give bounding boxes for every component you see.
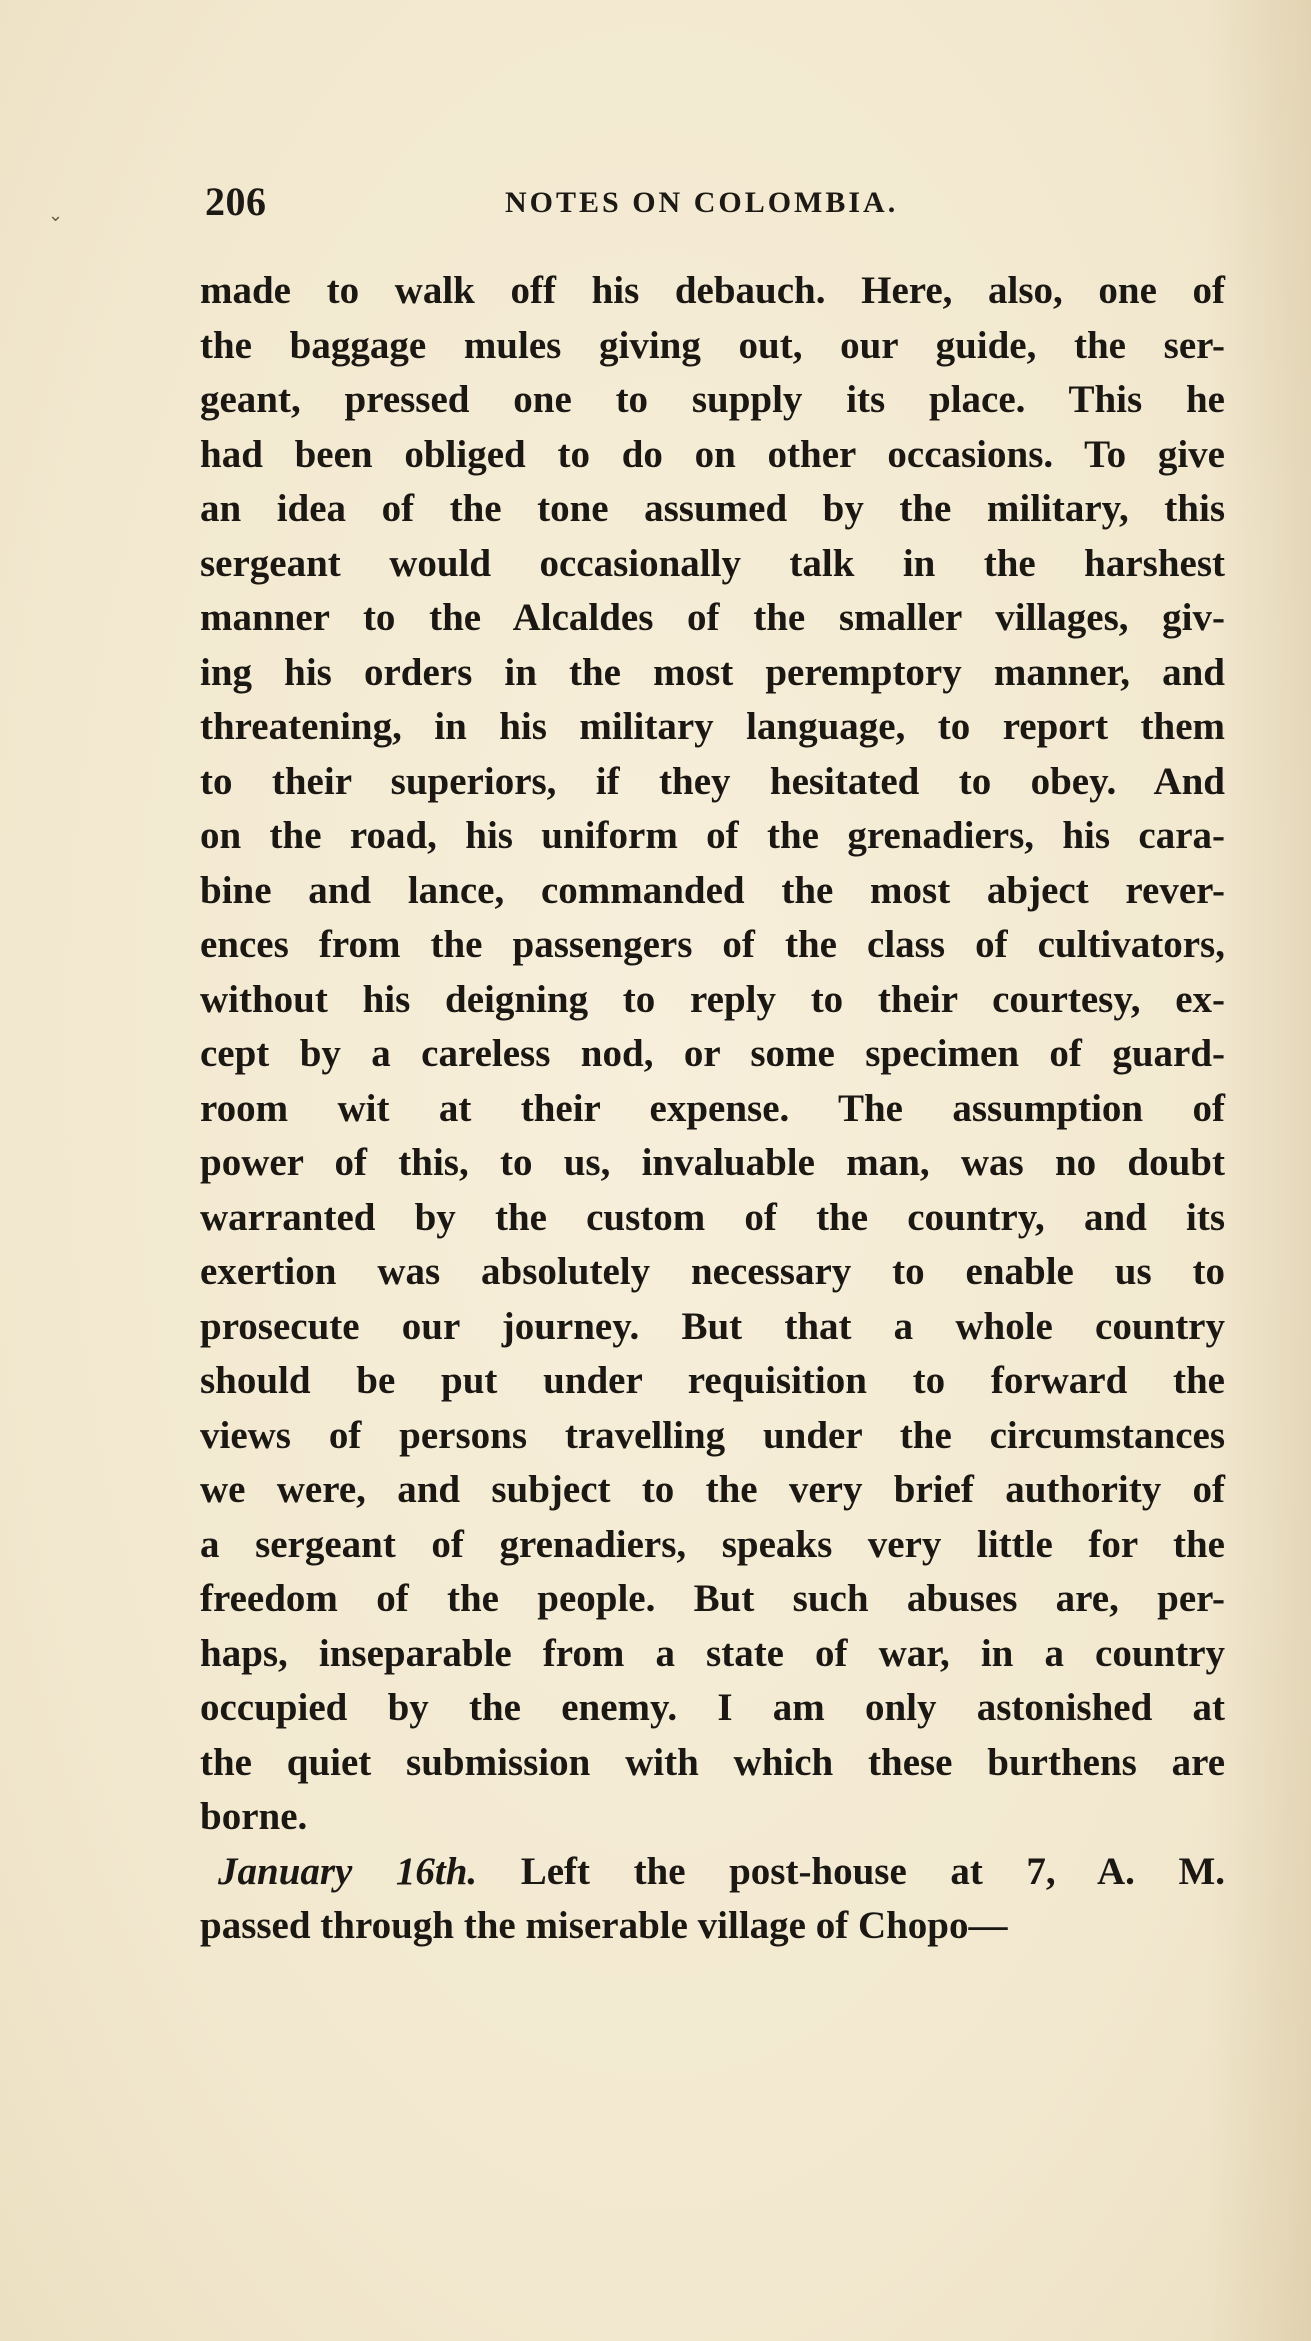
text-line: we were, and subject to the very brief authority of bbox=[200, 1468, 1225, 1511]
text-line: prosecute our journey. But that a whole country bbox=[200, 1304, 1225, 1348]
text-line: the quiet submission with which these burthens are bbox=[200, 1740, 1225, 1784]
text-line: on the road, his uniform of the grenadiers, his cara- bbox=[200, 814, 1225, 857]
text-line: should be put under requisition to forward the bbox=[200, 1359, 1225, 1402]
text-line: freedom of the people. But such abuses are, per- bbox=[200, 1577, 1225, 1620]
text-line: to their superiors, if they hesitated to obey. And bbox=[200, 759, 1225, 803]
margin-speck: ⌄ bbox=[48, 205, 64, 225]
text-line: exertion was absolutely necessary to enable us to bbox=[200, 1250, 1225, 1293]
text-line: the baggage mules giving out, our guide, the ser- bbox=[200, 323, 1225, 367]
text-line: made to walk off his debauch. Here, also, one of bbox=[200, 269, 1225, 312]
text-line: manner to the Alcaldes of the smaller villages, giv- bbox=[200, 596, 1225, 639]
text-line: had been obliged to do on other occasions. To give bbox=[200, 432, 1225, 476]
text-line: occupied by the enemy. I am only astonished at bbox=[200, 1686, 1225, 1729]
text-line: borne. bbox=[200, 1795, 308, 1838]
text-line: room wit at their expense. The assumption of bbox=[200, 1086, 1225, 1130]
text-line: geant, pressed one to supply its place. This he bbox=[200, 378, 1225, 421]
entry-date: January 16th. bbox=[218, 1849, 478, 1893]
text-line: warranted by the custom of the country, and its bbox=[200, 1195, 1225, 1239]
text-line: cept by a careless nod, or some specimen of guard- bbox=[200, 1032, 1225, 1075]
text-line: passed through the miserable village of Chopo— bbox=[200, 1904, 1008, 1947]
page-header bbox=[205, 178, 1225, 238]
text-line: ing his orders in the most peremptory manner, and bbox=[200, 650, 1225, 694]
page-number: 206 bbox=[205, 179, 267, 224]
diary-entry-line bbox=[200, 1845, 1225, 1900]
text-line: an idea of the tone assumed by the military, this bbox=[200, 487, 1225, 530]
running-title: NOTES ON COLOMBIA. bbox=[505, 186, 899, 219]
text-line: ences from the passengers of the class of cultivators, bbox=[200, 923, 1225, 966]
text-line: a sergeant of grenadiers, speaks very little for the bbox=[200, 1522, 1225, 1566]
text-line: sergeant would occasionally talk in the harshest bbox=[200, 541, 1225, 585]
text-line: views of persons travelling under the circumstances bbox=[200, 1413, 1225, 1457]
body-text bbox=[200, 264, 1225, 1954]
text-line: threatening, in his military language, to report them bbox=[200, 705, 1225, 748]
entry-text: Left the post-house at 7, A. M. bbox=[520, 1849, 1225, 1893]
text-line: power of this, to us, invaluable man, was no doubt bbox=[200, 1141, 1225, 1184]
text-line: bine and lance, commanded the most abject rever- bbox=[200, 868, 1225, 912]
text-line: without his deigning to reply to their courtesy, ex- bbox=[200, 977, 1225, 1021]
text-line: haps, inseparable from a state of war, in a country bbox=[200, 1631, 1225, 1675]
